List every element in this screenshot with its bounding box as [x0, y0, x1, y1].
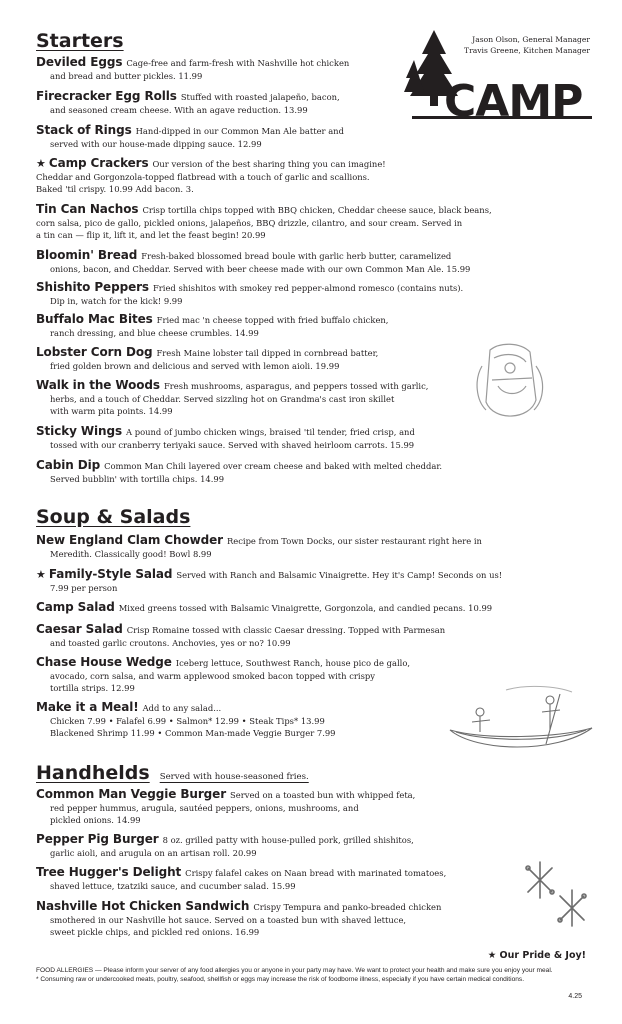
item-name: Camp Crackers — [48, 156, 149, 170]
pride-and-joy-legend: ★ Our Pride & Joy! — [487, 950, 586, 961]
item-name: Tin Can Nachos — [36, 202, 139, 216]
raw-food-warning: * Consuming raw or undercooked meats, poultry, seafood, shellfish or eggs may increase the risk of foodborne illness, especially if you have certain medical conditions. — [36, 976, 525, 983]
item-name: Caesar Salad — [36, 622, 123, 636]
logo-text: CAMP — [444, 76, 583, 127]
item-name: Family-Style Salad — [48, 567, 173, 581]
soup-salads-title: Soup & Salads — [36, 506, 191, 528]
menu-item-cabin-dip: Cabin Dip Common Man Chili layered over cream cheese and baked with melted cheddar. Served bubblin' with tortilla chips. 14.99 — [36, 458, 443, 484]
menu-item-camp-salad: Camp Salad Mixed greens tossed with Balsamic Vinaigrette, Gorgonzola, and candied pecans. 10.99 — [36, 600, 493, 614]
canoe-sketch — [446, 680, 596, 760]
footnotes — [36, 966, 596, 984]
menu-item-deviled-eggs: Deviled Eggs Cage-free and farm-fresh with Nashville hot chicken and bread and butter pickles. 11.99 — [36, 55, 350, 81]
item-name: Stack of Rings — [36, 123, 132, 137]
menu-item-lobster-corn-dog: Lobster Corn Dog Fresh Maine lobster tail dipped in cornbread batter, fried golden brown and delicious and served with lemon aioli. 19.99 — [36, 345, 379, 371]
item-name: Pepper Pig Burger — [36, 832, 159, 846]
menu-item-make-it-a-meal: Make it a Meal! Add to any salad... Chicken 7.99 • Falafel 6.99 • Salmon* 12.99 • Steak Tips* 13.99 Blackened Shrimp 11.99 • Common Man-made Veggie Burger 7.99 — [36, 700, 336, 739]
pride-star-icon: ★ — [36, 157, 46, 170]
menu-item-walk-in-the-woods: Walk in the Woods Fresh mushrooms, asparagus, and peppers tossed with garlic, herbs, and a touch of Cheddar. Served sizzling hot on Grandma's cast iron skillet with warm pita points. 14.99 — [36, 378, 429, 417]
item-name: Walk in the Woods — [36, 378, 160, 392]
handhelds-title: Handhelds Served with house-seasoned fries. — [36, 762, 309, 784]
menu-item-shishito-peppers: Shishito Peppers Fried shishitos with smokey red pepper-almond romesco (contains nuts). Dip in, watch for the kick! 9.99 — [36, 280, 464, 306]
menu-item-stack-of-rings: Stack of Rings Hand-dipped in our Common Man Ale batter and served with our house-made dipping sauce. 12.99 — [36, 123, 344, 149]
item-name: Tree Hugger's Delight — [36, 865, 182, 879]
item-name: Camp Salad — [36, 600, 115, 614]
jacks-sketch — [522, 858, 592, 928]
menu-item-tin-can-nachos: Tin Can Nachos Crisp tortilla chips topped with BBQ chicken, Cheddar cheese sauce, black beans, corn salsa, pico de gallo, pickled onions, jalapeños, BBQ drizzle, cilantro, and sour cream. Served in a tin can — flip it, lift it, and let the feast begin! 20.99 — [36, 202, 492, 241]
backpack-sketch — [470, 340, 550, 430]
item-name: Buffalo Mac Bites — [36, 312, 153, 326]
kitchen-manager: Travis Greene, Kitchen Manager — [464, 46, 590, 55]
menu-item-firecracker-egg-rolls: Firecracker Egg Rolls Stuffed with roasted jalapeño, bacon, and seasoned cream cheese. With an agave reduction. 13.99 — [36, 89, 340, 115]
starters-title: Starters — [36, 30, 124, 52]
item-name: Nashville Hot Chicken Sandwich — [36, 899, 250, 913]
item-name: Bloomin' Bread — [36, 248, 138, 262]
handhelds-note: Served with house-seasoned fries. — [159, 772, 309, 782]
item-name: Make it a Meal! — [36, 700, 139, 714]
menu-item-nashville-hot-chicken: Nashville Hot Chicken Sandwich Crispy Tempura and panko-breaded chicken smothered in our Nashville hot sauce. Served on a toasted bun with shaved lettuce, sweet pickle chips, and pickled red onions. 16.99 — [36, 899, 442, 938]
item-name: Lobster Corn Dog — [36, 345, 153, 359]
item-name: Firecracker Egg Rolls — [36, 89, 177, 103]
menu-item-pepper-pig-burger: Pepper Pig Burger 8 oz. grilled patty with house-pulled pork, grilled shishitos, garlic aioli, and arugula on an artisan roll. 20.99 — [36, 832, 414, 858]
menu-item-clam-chowder: New England Clam Chowder Recipe from Town Docks, our sister restaurant right here in Meredith. Classically good! Bowl 8.99 — [36, 533, 482, 559]
item-name: Deviled Eggs — [36, 55, 123, 69]
item-name: Common Man Veggie Burger — [36, 787, 227, 801]
item-name: Sticky Wings — [36, 424, 123, 438]
menu-item-sticky-wings: Sticky Wings A pound of jumbo chicken wings, braised 'til tender, fried crisp, and tossed with our cranberry teriyaki sauce. Served with shaved heirloom carrots. 15.99 — [36, 424, 415, 450]
item-name: Cabin Dip — [36, 458, 101, 472]
menu-item-chase-house-wedge: Chase House Wedge Iceberg lettuce, Southwest Ranch, house pico de gallo, avocado, corn salsa, and warm applewood smoked bacon topped with crispy tortilla strips. 12.99 — [36, 655, 411, 694]
item-name: New England Clam Chowder — [36, 533, 223, 547]
menu-item-veggie-burger: Common Man Veggie Burger Served on a toasted bun with whipped feta, red pepper hummus, arugula, sautéed peppers, onions, mushrooms, and pickled onions. 14.99 — [36, 787, 416, 826]
menu-item-camp-crackers: ★ Camp Crackers Our version of the best sharing thing you can imagine! Cheddar and Gorgonzola-topped flatbread with a touch of garlic and scallions. Baked 'til crispy. 10.99 Add bacon. 3. — [36, 156, 386, 195]
menu-item-buffalo-mac-bites: Buffalo Mac Bites Fried mac 'n cheese topped with fried buffalo chicken, ranch dressing, and blue cheese crumbles. 14.99 — [36, 312, 389, 338]
menu-item-caesar-salad: Caesar Salad Crisp Romaine tossed with classic Caesar dressing. Topped with Parmesan and toasted garlic croutons. Anchovies, yes or no? 10.99 — [36, 622, 446, 648]
menu-item-tree-huggers-delight: Tree Hugger's Delight Crispy falafel cakes on Naan bread with marinated tomatoes, shaved lettuce, tzatziki sauce, and cucumber salad. 15.99 — [36, 865, 447, 891]
pride-star-icon: ★ — [36, 568, 46, 581]
item-name: Chase House Wedge — [36, 655, 172, 669]
general-manager: Jason Olson, General Manager — [472, 35, 590, 44]
item-name: Shishito Peppers — [36, 280, 149, 294]
menu-item-bloomin-bread: Bloomin' Bread Fresh-baked blossomed bread boule with garlic herb butter, caramelized onions, bacon, and Cheddar. Served with beer cheese made with our own Common Man Ale. 15.99 — [36, 248, 471, 274]
page-number: 4.25 — [568, 993, 582, 1000]
food-allergies-note: FOOD ALLERGIES — Please inform your server of any food allergies you or anyone in your party may have. We want to protect your health and make sure you enjoy your meal. — [36, 967, 553, 974]
menu-item-family-style-salad: ★ Family-Style Salad Served with Ranch and Balsamic Vinaigrette. Hey it's Camp! Seconds on us! 7.99 per person — [36, 567, 503, 593]
